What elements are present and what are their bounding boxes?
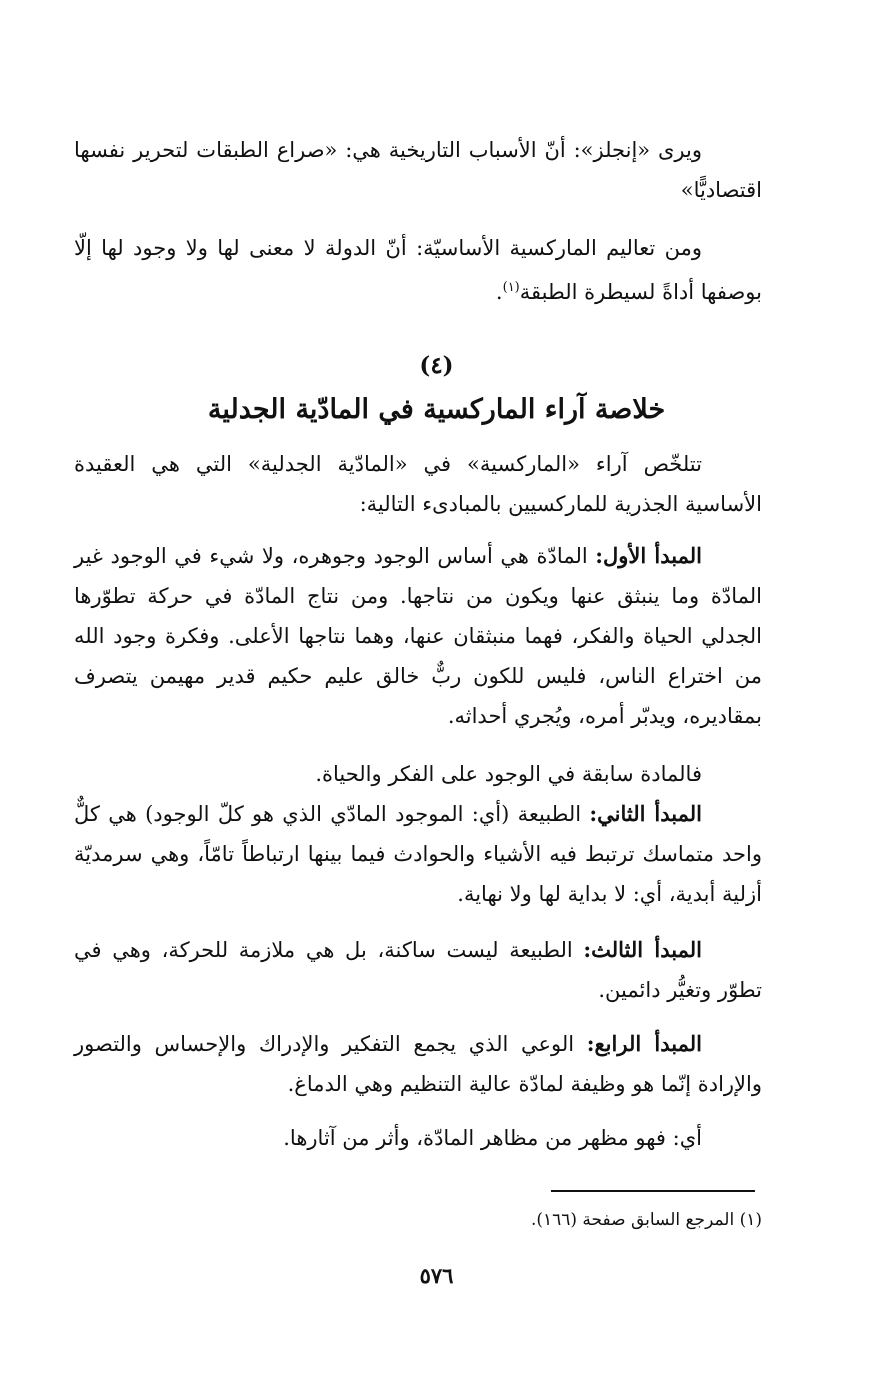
principle-label: المبدأ الثاني: — [589, 801, 702, 826]
section-number: (٤) — [419, 352, 454, 379]
principle-fourth-note — [74, 1118, 762, 1158]
footnote: (١) المرجع السابق صفحة (١٦٦). — [530, 1210, 762, 1230]
principle-label: المبدأ الرابع: — [586, 1031, 702, 1056]
footnote-divider — [551, 1190, 755, 1192]
principle-label: المبدأ الأول: — [595, 543, 702, 568]
principle-text: الطبيعة (أي: الموجود المادّي الذي هو كلّ الوجود) هي كلٌّ واحد متماسك ترتبط فيه الأشياء والحوادث فيما بينها ارتباطاً تامّاً، وهي سرمديّة أزلية أبدية، أي: لا بداية لها ولا نهاية. — [74, 802, 762, 906]
paragraph-state-end: . — [495, 280, 503, 304]
footnote-reference: (١) — [502, 280, 520, 295]
principle-second — [74, 794, 762, 914]
principle-text: المادّة هي أساس الوجود وجوهره، ولا شيء في الوجود غير المادّة وما ينبثق عنها ويكون من نتاجها. ومن نتاج المادّة في حركة تطوّرها الجدلي الحياة والفكر، فهما منبثقان عنها، وهما نتاجها الأعلى. وفكرة وجود الله من اختراع الناس، فليس للكون ربٌّ خالق عليم حكيم قدير مهيمن يتصرف بمقاديره، ويدبّر أمره، ويُجري أحداثه. — [74, 544, 762, 728]
section-title: خلاصة آراء الماركسية في المادّية الجدلية — [207, 394, 666, 425]
paragraph-state — [74, 228, 762, 312]
principle-text: الطبيعة ليست ساكنة، بل هي ملازمة للحركة، وهي في تطوّر وتغيُّر دائمين. — [74, 938, 762, 1002]
principle-third — [74, 930, 762, 1010]
principle-text: الوعي الذي يجمع التفكير والإدراك والإحساس والتصور والإرادة إنّما هو وظيفة لمادّة عالية التنظيم وهي الدماغ. — [74, 1032, 762, 1096]
principle-first — [74, 536, 762, 736]
intro-text: تتلخّص آراء «الماركسية» في «المادّية الجدلية» التي هي العقيدة الأساسية الجذرية للماركسيين بالمبادىء التالية: — [74, 452, 762, 516]
principle-note — [74, 754, 762, 794]
principle-label: المبدأ الثالث: — [583, 937, 702, 962]
principle-fourth — [74, 1024, 762, 1104]
paragraph-engels-text: ويرى «إنجلز»: أنّ الأسباب التاريخية هي: «صراع الطبقات لتحرير نفسها اقتصاديًّا» — [74, 138, 762, 202]
principle-note-text: فالمادة سابقة في الوجود على الفكر والحياة. — [315, 762, 702, 786]
intro-paragraph — [74, 444, 762, 524]
page-number: ٥٧٦ — [419, 1263, 454, 1288]
paragraph-state-text: ومن تعاليم الماركسية الأساسيّة: أنّ الدولة لا معنى لها ولا وجود لها إلّا بوصفها أداةً لسيطرة الطبقة — [74, 236, 762, 304]
paragraph-engels — [74, 130, 762, 210]
principle-note-text: أي: فهو مظهر من مظاهر المادّة، وأثر من آثارها. — [283, 1126, 702, 1150]
